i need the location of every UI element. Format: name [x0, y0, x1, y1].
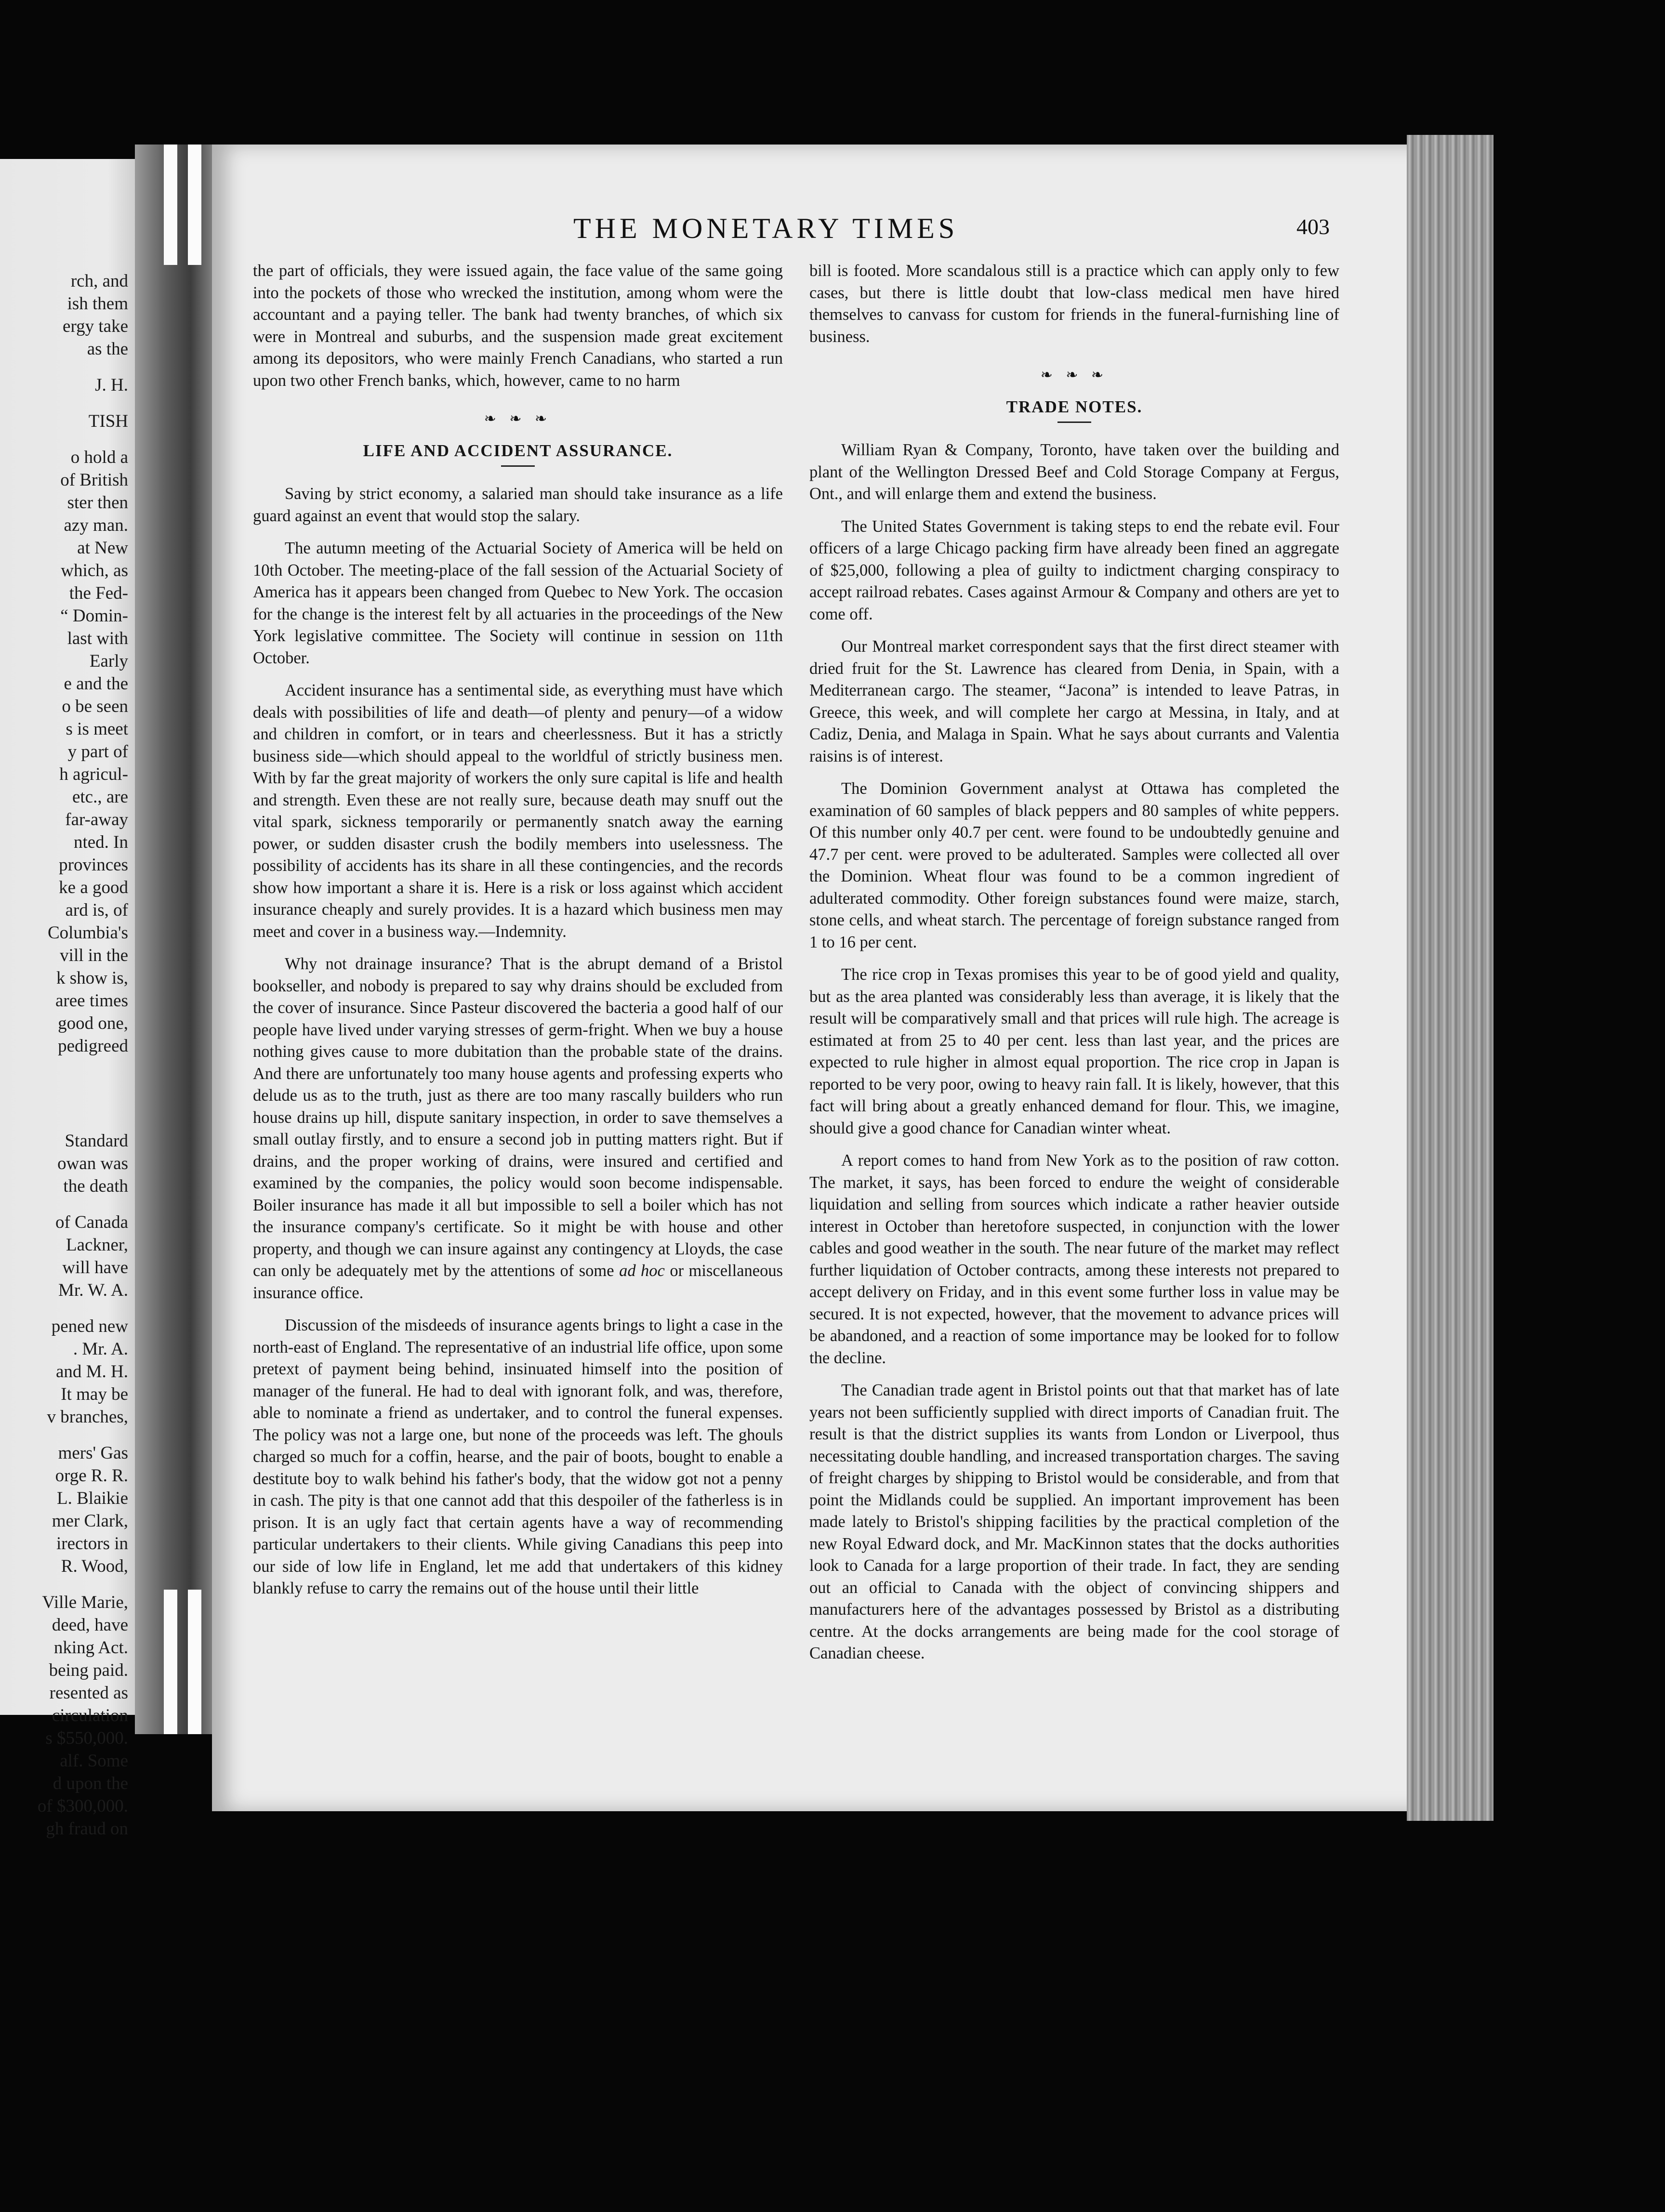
- left-page-line-fragment: ster then: [67, 493, 128, 513]
- left-page-line-fragment: J. H.: [95, 375, 128, 395]
- paragraph: Accident insurance has a sentimental side, as everything must have which deals with possibilities of life and death—of plenty and penury—of a widow and children in comfort, or in tears and cheerlessness. But it has a strictly business side—which should appeal to the worldful of strictly business men. With by far the great majority of workers the only sure capital is life and health and strength. Even these are not really sure, because death may snuff out the vital spark, sickness temporarily or permanently snatch away the earning power, or sudden disaster crush the bodily members into uselessness. The possibility of accidents has its share in all these contingencies, and the records show how important a share it is. Here is a risk or loss against which accident insurance cheaply and surely provides. It is a hazard which business men may meet and cover in a business way.—Indemnity.: [253, 681, 783, 941]
- section-heading: TRADE NOTES.: [1006, 397, 1143, 416]
- right-text-column: [809, 260, 1339, 1665]
- left-page-line-fragment: ke a good: [59, 878, 128, 897]
- left-page-line-fragment: nted. In: [73, 832, 128, 852]
- left-page-line-fragment: etc., are: [72, 787, 128, 807]
- paragraph: Our Montreal market correspondent says that the first direct steamer with dried fruit for the St. Lawrence has cleared from Denia, in Spain, with a Mediterranean cargo. The steamer, “Jacona” is intended to leave Patras, in Greece, this week, and will complete her cargo at Messina, in Italy, and at Cadiz, Denia, and Malaga in Spain. What he says about currants and Valentia raisins is of interest.: [809, 637, 1339, 765]
- left-page-line-fragment: v branches,: [47, 1407, 128, 1427]
- paragraph-text: Why not drainage insurance? That is the abrupt demand of a Bristol bookseller, and nobody is prepared to say why drains should be excluded from the cover of insurance. Since Pasteur discovered the bacteria a good half of our people have lived under varying stresses of germ-fright. When we buy a house nothing gives cause to more dubitation than the probable state of the drains. And there are unfortunately too many house agents and professing experts who delude us as to the truth, just as there are too many rascally builders who run house drains up hill, dispute sanitary inspection, in order to save themselves a small outlay firstly, and to ensure a second job in putting matters right. But if drains, and the proper working of drains, were insured and certified and examined by the companies, the policy would soon become indispensable. Boiler insurance has made it all but impossible to sell a boiler which has not the insurance company's certificate. So it might be with house and other property, and though we can insure against any contingency at Lloyds, the case can only be adequately met by the attentions of some: [253, 955, 783, 1280]
- left-page-line-fragment: Columbia's: [47, 923, 128, 943]
- page-title: THE MONETARY TIMES: [573, 212, 959, 244]
- left-page-line-fragment: pened new: [51, 1317, 128, 1336]
- left-page-line-fragment: ergy take: [63, 316, 128, 336]
- paragraph: Discussion of the misdeeds of insurance agents brings to light a case in the north-east of England. The representative of an industrial life office, upon some pretext of payment being behind, insinuated himself into the position of manager of the funeral. He had to deal with ignorant folk, and was, therefore, able to nominate a friend as undertaker, and to control the funeral expenses. The policy was not a large one, but none of the proceeds was left. The ghouls charged so much for a coffin, hearse, and the pair of boots, bought to enable a destitute boy to walk behind his father's body, that the widow got not a penny in cash. The pity is that one cannot add that this despoiler of the fatherless is in prison. It is an ugly fact that certain agents have a way of recommending particular undertakers to their clients. While giving Canadians this peep into our side of low life in England, let me add that undertakers of this kidney blankly refuse to carry the remains out of the house until their little: [253, 1316, 783, 1597]
- page-block-edge: [1407, 135, 1493, 1821]
- section-ornament: ❧ ❧ ❧: [1040, 367, 1109, 383]
- paragraph-text: or miscellaneous insurance office.: [253, 1262, 783, 1302]
- film-perforation: [188, 1590, 201, 1734]
- left-page-line-fragment: Ville Marie,: [42, 1593, 128, 1612]
- left-page-line-fragment: at New: [77, 538, 128, 558]
- left-page-line-fragment: . Mr. A.: [73, 1339, 128, 1359]
- italic-phrase: ad hoc: [619, 1262, 665, 1280]
- paragraph: the part of officials, they were issued again, the face value of the same going into the pockets of those who wrecked the institution, among whom were the accountant and a paying teller. The bank had twenty branches, of which six were in Montreal and suburbs, and the suspension made great excitement among its depositors, who were mainly French Canadians, who started a run upon two other French banks, which, however, came to no harm: [253, 262, 783, 390]
- section-ornament: ❧ ❧ ❧: [484, 411, 552, 427]
- paragraph: [253, 953, 783, 1304]
- paragraph: The Dominion Government analyst at Ottawa has completed the examination of 60 samples of black peppers and 80 samples of white peppers. Of this number only 40.7 per cent. were found to be undoubtedly genuine and 47.7 per cent. were proved to be adulterated. Samples were collected all over the Dominion. Wheat flour was found to be a common ingredient of adulterated commodity. Other foreign substances found were maize, starch, stone cells, and wheat starch. The percentage of foreign substance ranged from 1 to 16 per cent.: [809, 779, 1339, 951]
- left-page-line-fragment: of $300,000.: [37, 1796, 128, 1816]
- left-page-line-fragment: deed, have: [52, 1615, 128, 1635]
- left-page-fragment: [0, 159, 135, 1839]
- left-page-line-fragment: good one,: [58, 1014, 128, 1033]
- left-page-line-fragment: s $550,000.: [45, 1728, 128, 1748]
- left-page-line-fragment: ard is, of: [65, 900, 128, 920]
- left-page-line-fragment: orge R. R.: [55, 1466, 128, 1486]
- left-page-line-fragment: provinces: [59, 855, 128, 875]
- paragraph: Saving by strict economy, a salaried man should take insurance as a life guard against an event that would stop the salary.: [253, 485, 783, 525]
- paragraph: A report comes to hand from New York as to the position of raw cotton. The market, it says, has been forced to endure the weight of considerable liquidation and selling from sources which indicate a rather heavier outside interest in October than heretofore suspected, in conjunction with the lower cables and good weather in the south. The near future of the market may reflect further liquidation of October contracts, among these interests not prepared to accept delivery on Friday, and in this event some further loss in value may be secured. It is not expected, however, that the movement to advance prices will be abandoned, and a reaction of some importance may be looked for to follow the decline.: [809, 1151, 1339, 1367]
- running-header: [568, 212, 1330, 250]
- left-page-line-fragment: the death: [63, 1176, 128, 1196]
- page-number: 403: [1296, 214, 1330, 239]
- left-page-line-fragment: e and the: [64, 674, 128, 694]
- left-page-line-fragment: as the: [87, 339, 128, 359]
- paragraph: The Canadian trade agent in Bristol points out that that market has of late years not been sufficiently supplied with direct imports of Canadian fruit. The result is that the district supplies its wants from London or Liverpool, thus necessitating double handling, and increased transportation charges. The saving of freight charges by shipping to Bristol would be considerable, and from that point the Midlands could be supplied. An important improvement has been made lately to Bristol's shipping facilities by the practical completion of the new Royal Edward dock, and Mr. MacKinnon states that the docks authorities look to Canada for a large proportion of their trade. In fact, they are sending out an official to Canada with the object of convincing shippers and manufacturers here of the advantages possessed by Bristol as a distributing centre. At the docks arrangements are being made for the cool storage of Canadian cheese.: [809, 1381, 1339, 1662]
- film-perforation: [164, 1590, 177, 1734]
- left-page-line-fragment: R. Wood,: [61, 1556, 128, 1576]
- left-page-line-fragment: and M. H.: [55, 1362, 128, 1382]
- left-page-text-fragments: [2, 270, 128, 1840]
- left-page-line-fragment: will have: [62, 1258, 128, 1277]
- left-page-line-fragment: o be seen: [62, 697, 128, 716]
- left-page-line-fragment: It may be: [61, 1384, 128, 1404]
- left-page-line-fragment: gh fraud on: [46, 1819, 128, 1839]
- left-page-line-fragment: s is meet: [66, 719, 128, 739]
- paragraph: William Ryan & Company, Toronto, have taken over the building and plant of the Wellington Dressed Beef and Cold Storage Company at Fergus, Ont., and will enlarge them and extend the business.: [809, 441, 1339, 503]
- left-page-line-fragment: o hold a: [70, 448, 128, 467]
- left-page-line-fragment: mers' Gas: [58, 1443, 128, 1463]
- paragraph: The autumn meeting of the Actuarial Society of America will be held on 10th October. The meeting-place of the fall session of the Actuarial Society of America has it appears been changed from Quebec to New York. The occasion for the change is the interest felt by all actuaries in the proceedings of the New York legislative committee. The Society will continue in session on 11th October.: [253, 539, 783, 667]
- left-page-line-fragment: Standard: [65, 1131, 128, 1151]
- left-page-line-fragment: L. Blaikie: [57, 1488, 128, 1508]
- left-page-line-fragment: “ Domin-: [60, 606, 128, 626]
- left-page-line-fragment: of British: [60, 470, 128, 490]
- left-page-line-fragment: circulation: [52, 1706, 128, 1725]
- left-page-line-fragment: far-away: [65, 810, 128, 830]
- left-page-line-fragment: ish them: [67, 294, 128, 314]
- left-page-line-fragment: irectors in: [56, 1534, 128, 1554]
- paragraph: bill is footed. More scandalous still is a practice which can apply only to few cases, but there is little doubt that low-class medical men have hired themselves to canvass for custom for friends in the funeral-furnishing line of business.: [809, 262, 1339, 346]
- left-page-line-fragment: azy man.: [64, 515, 128, 535]
- heading-rule: [1057, 421, 1091, 423]
- film-perforation: [164, 145, 177, 265]
- left-page-line-fragment: owan was: [57, 1154, 128, 1173]
- paragraph: The United States Government is taking steps to end the rebate evil. Four officers of a large Chicago packing firm have already been fined an aggregate of $25,000, following a plea of guilty to indictment charging conspiracy to accept railroad rebates. Cases against Armour & Company and others are yet to come off.: [809, 517, 1339, 623]
- left-page-line-fragment: alf. Some: [60, 1751, 128, 1771]
- left-page-line-fragment: last with: [67, 629, 128, 648]
- left-page-line-fragment: y part of: [67, 742, 128, 762]
- left-page-line-fragment: of Canada: [55, 1212, 128, 1232]
- left-page-line-fragment: pedigreed: [58, 1036, 128, 1056]
- section-heading: LIFE AND ACCIDENT ASSURANCE.: [363, 441, 673, 460]
- left-page-line-fragment: the Fed-: [69, 583, 128, 603]
- left-page-line-fragment: vill in the: [60, 946, 128, 965]
- left-page-line-fragment: Mr. W. A.: [58, 1280, 128, 1300]
- left-page-line-fragment: Early: [89, 651, 128, 671]
- left-page-line-fragment: which, as: [61, 561, 128, 580]
- left-page-line-fragment: aree times: [55, 991, 128, 1011]
- left-page-line-fragment: resented as: [49, 1683, 128, 1703]
- left-text-column: [253, 260, 783, 1600]
- film-perforation: [188, 145, 201, 265]
- left-page-line-fragment: d upon the: [53, 1774, 128, 1793]
- heading-rule: [501, 465, 535, 467]
- left-page-line-fragment: mer Clark,: [52, 1511, 128, 1531]
- left-page-line-fragment: TISH: [88, 411, 128, 431]
- left-page-line-fragment: rch, and: [70, 271, 128, 291]
- paragraph: The rice crop in Texas promises this year to be of good yield and quality, but as the area planted was considerably less than average, it is likely that the result will be comparatively small and that prices will rule high. The acreage is estimated at from 25 to 40 per cent. less than last year, and the prices are expected to rule higher in almost equal proportion. The rice crop in Japan is reported to be very poor, owing to heavy rain fall. It is likely, however, that this fact will bring about a greatly enhanced demand for flour. This, we imagine, should give a good chance for Canadian winter wheat.: [809, 965, 1339, 1137]
- left-page-line-fragment: nking Act.: [53, 1638, 128, 1658]
- left-page-line-fragment: k show is,: [56, 968, 128, 988]
- left-page-line-fragment: h agricul-: [59, 764, 128, 784]
- left-page-line-fragment: Lackner,: [66, 1235, 128, 1255]
- left-page-line-fragment: being paid.: [49, 1660, 128, 1680]
